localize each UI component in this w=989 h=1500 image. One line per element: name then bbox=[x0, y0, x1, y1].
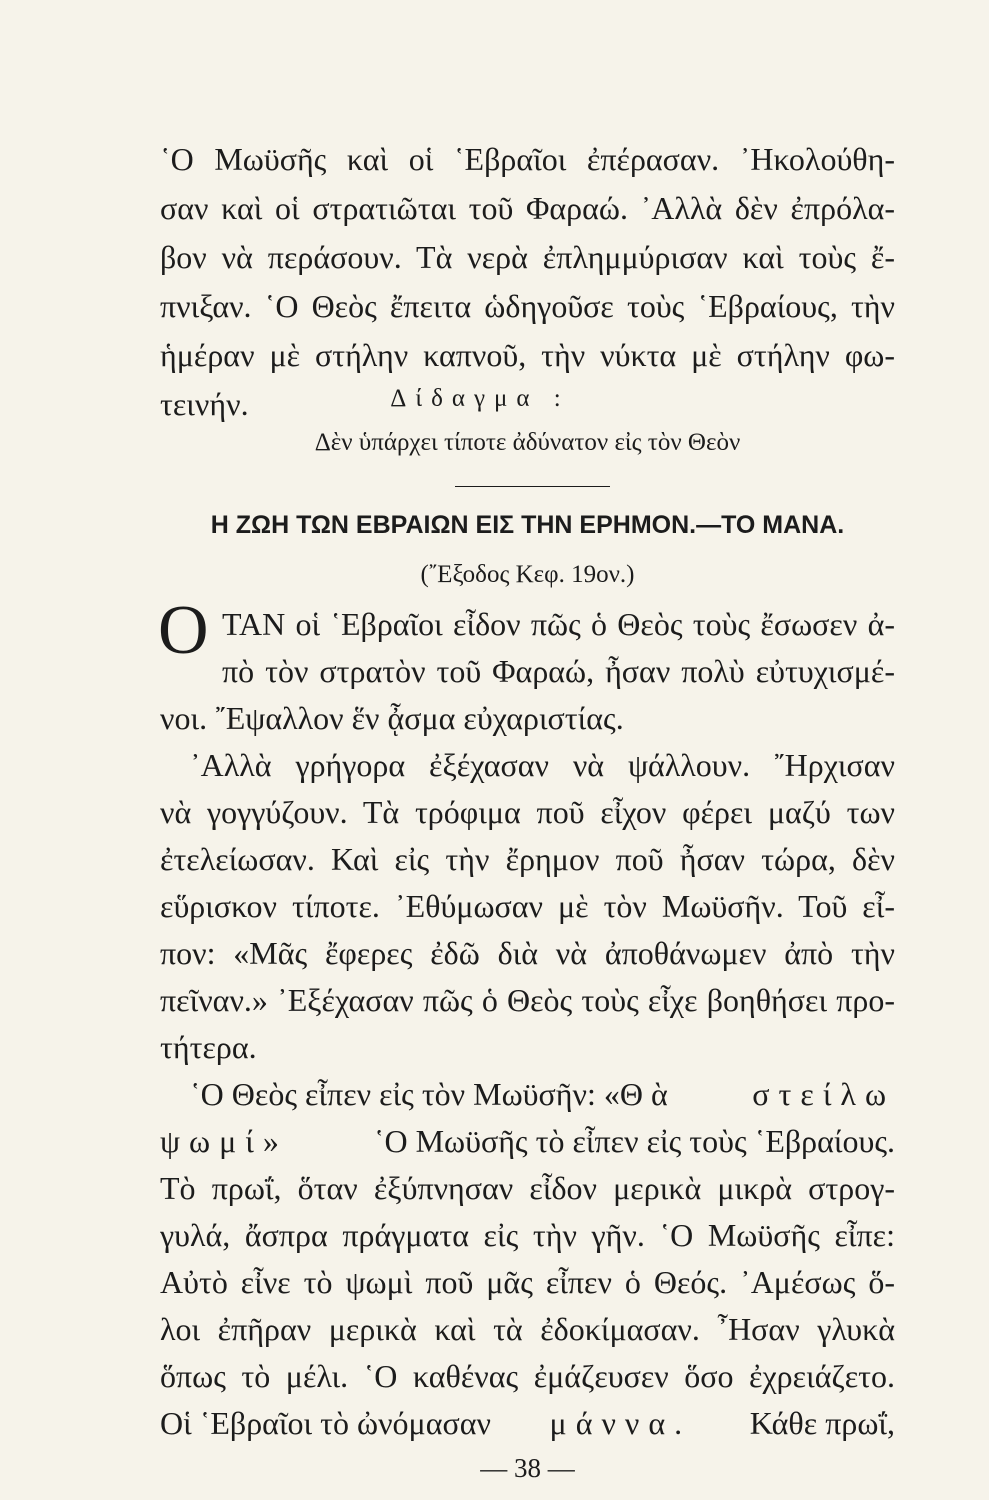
paragraph-3-line-5: πον: «Μᾶς ἔφερες ἐδῶ διὰ νὰ ἀποθάνωμεν ἀπὸ τὴν bbox=[160, 935, 895, 971]
paragraph-1-line-2: σαν καὶ οἱ στρατιῶται τοῦ Φαραώ. ᾿Αλλὰ δὲν ἐπρόλα- bbox=[160, 190, 895, 226]
paragraph-3-line-2: νὰ γογγύζουν. Τὰ τρόφιμα ποῦ εἶχον φέρει μαζύ των bbox=[160, 794, 895, 830]
paragraph-1-line-1: ῾Ο Μωϋσῆς καὶ οἱ ῾Εβραῖοι ἐπέρασαν. ᾿Ηκολούθη- bbox=[160, 141, 895, 177]
paragraph-1-line-4: πνιξαν. ῾Ο Θεὸς ἔπειτα ὡδηγοῦσε τοὺς ῾Εβραίους, τὴν bbox=[160, 288, 895, 324]
paragraph-3-line-4: εὕρισκον τίποτε. ᾿Εθύμωσαν μὲ τὸν Μωϋσῆν. Τοῦ εἶ- bbox=[160, 888, 895, 924]
paragraph-3-line-6: πεῖναν.» ᾿Εξέχασαν πῶς ὁ Θεὸς τοὺς εἶχε βοηθήσει προ- bbox=[160, 982, 895, 1018]
section-reference: (῎Εξοδος Κεφ. 19ον.) bbox=[420, 561, 635, 588]
paragraph-4-last-spaced: μάννα. bbox=[549, 1405, 692, 1441]
paragraph-4-line-2 bbox=[160, 1122, 895, 1160]
paragraph-2-line-2: πὸ τὸν στρατὸν τοῦ Φαραώ, ἦσαν πολὺ εὐτυχισμέ- bbox=[222, 653, 895, 689]
paragraph-4-line-1-spaced: στείλω bbox=[752, 1076, 895, 1112]
paragraph-1-line-6: τεινήν. bbox=[160, 386, 249, 422]
paragraph-1-line-5: ἡμέραν μὲ στήλην καπνοῦ, τὴν νύκτα μὲ στήλην φω- bbox=[160, 337, 895, 373]
paragraph-4-line-2-rest: ῾Ο Μωϋσῆς τὸ εἶπεν εἰς τοὺς ῾Εβραίους. bbox=[373, 1123, 895, 1159]
paragraph-4-last-end: Κάθε πρωΐ, bbox=[749, 1405, 895, 1441]
dropcap-letter: Ο bbox=[158, 592, 209, 669]
paragraph-4-line-6: λοι ἐπῆραν μερικὰ καὶ τὰ ἐδοκίμασαν. ῏Ησαν γλυκὰ bbox=[160, 1311, 895, 1347]
lesson-text: Δὲν ὑπάρχει τίποτε ἀδύνατον εἰς τὸν Θεὸν bbox=[314, 429, 741, 456]
paragraph-4-line-1-start: ῾Ο Θεὸς εἶπεν εἰς τὸν Μωϋσῆν: «Θ ὰ bbox=[190, 1076, 668, 1112]
paragraph-4-last-start: Οἱ ῾Εβραῖοι τὸ ὠνόμασαν bbox=[160, 1405, 491, 1441]
paragraph-4-line-7: ὅπως τὸ μέλι. ῾Ο καθένας ἐμάζευσεν ὅσο ἐχρειάζετο. bbox=[160, 1358, 895, 1394]
paragraph-4-line-1 bbox=[190, 1075, 895, 1113]
paragraph-2-line-3: νοι. ῎Εψαλλον ἕν ᾆσμα εὐχαριστίας. bbox=[160, 700, 624, 736]
paragraph-4-line-3: Τὸ πρωΐ, ὅταν ἐξύπνησαν εἶδον μερικὰ μικρὰ στρογ- bbox=[160, 1170, 895, 1206]
paragraph-4-line-5: Αὐτὸ εἶνε τὸ ψωμὶ ποῦ μᾶς εἶπεν ὁ Θεός. ᾿Αμέσως ὅ- bbox=[160, 1264, 895, 1300]
paragraph-1-line-3: βον νὰ περάσουν. Τὰ νερὰ ἐπλημμύρισαν καὶ τοὺς ἔ- bbox=[160, 239, 895, 275]
paragraph-3-line-3: ἐτελείωσαν. Καὶ εἰς τὴν ἔρημον ποῦ ἦσαν τώρα, δὲν bbox=[160, 841, 895, 877]
paragraph-4-line-4: γυλά, ἄσπρα πράγματα εἰς τὴν γῆν. ῾Ο Μωϋσῆς εἶπε: bbox=[160, 1217, 895, 1253]
page-number: — 38 — bbox=[480, 1453, 575, 1483]
paragraph-3-line-7: τήτερα. bbox=[160, 1029, 257, 1065]
section-divider bbox=[455, 486, 610, 487]
paragraph-2-line-1: ΤΑΝ οἱ ῾Εβραῖοι εἶδον πῶς ὁ Θεὸς τοὺς ἔσωσεν ἀ- bbox=[222, 606, 895, 642]
section-title: Η ΖΩΗ ΤΩΝ ΕΒΡΑΙΩΝ ΕΙΣ ΤΗΝ ΕΡΗΜΟΝ.—ΤΟ ΜΑΝΑ. bbox=[210, 511, 845, 539]
lesson-label: Δίδαγμα : bbox=[390, 385, 570, 412]
paragraph-4-line-2-spaced: ψωμί» bbox=[160, 1123, 288, 1159]
paragraph-3-line-1: ᾿Αλλὰ γρήγορα ἐξέχασαν νὰ ψάλλουν. ῎Ηρχισαν bbox=[190, 747, 895, 783]
paragraph-4-line-8 bbox=[160, 1404, 895, 1442]
